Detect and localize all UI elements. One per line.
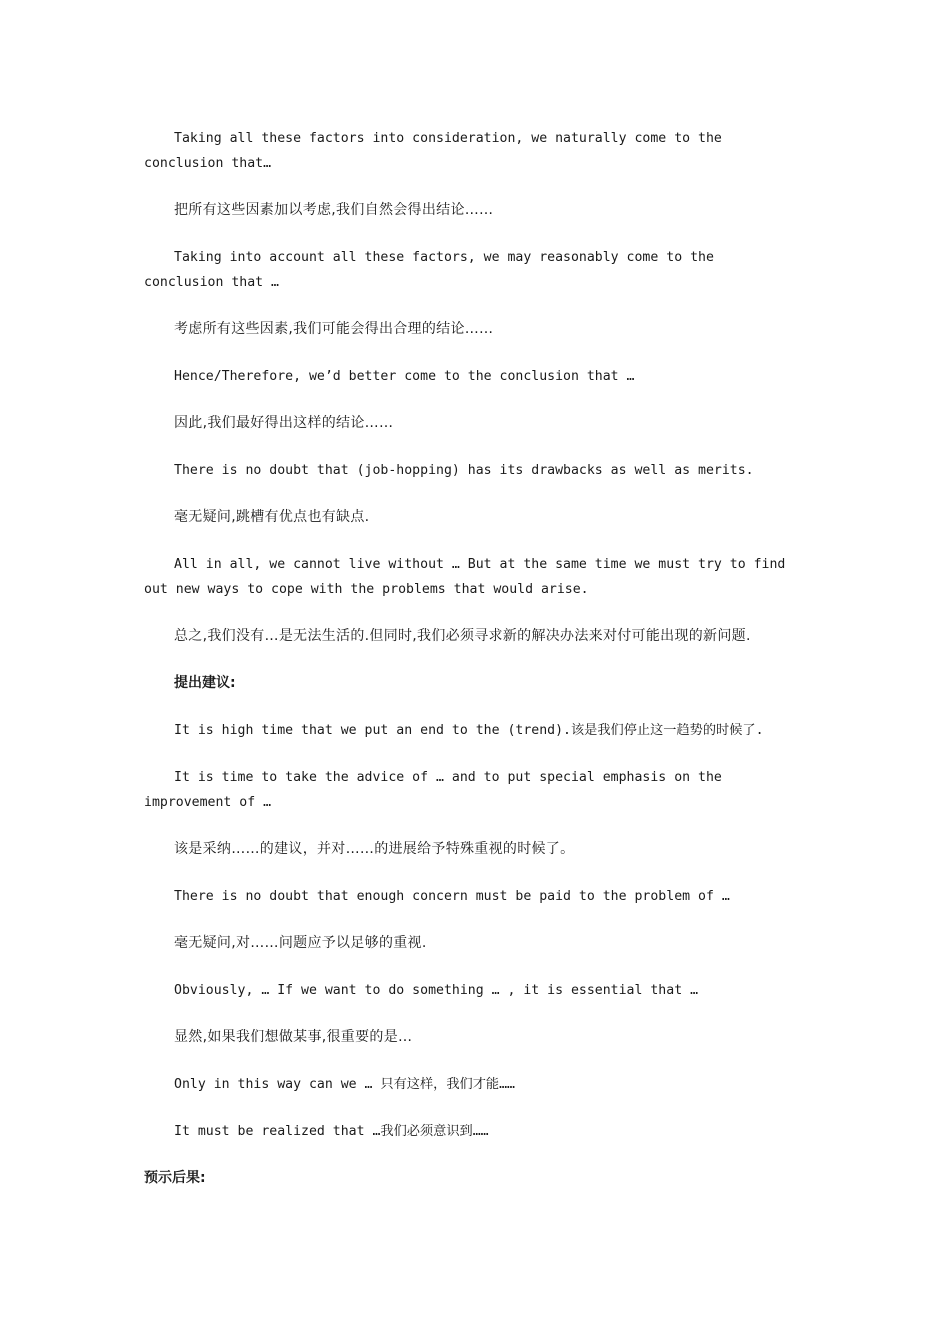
document-body (144, 126, 800, 1213)
paragraph-cn: 毫无疑问,对……问题应予以足够的重视. (174, 935, 427, 951)
paragraph-en: Obviously, … If we want to do something … , it is essential that … (174, 983, 699, 998)
paragraph-cn: 考虑所有这些因素,我们可能会得出合理的结论…… (174, 321, 494, 337)
section-heading-consequences: 预示后果: (144, 1170, 206, 1186)
paragraph-en: Only in this way can we … 只有这样，我们才能…… (174, 1077, 515, 1092)
paragraph-cn: 显然,如果我们想做某事,很重要的是… (174, 1029, 413, 1045)
paragraph-cn: 把所有这些因素加以考虑,我们自然会得出结论…… (174, 202, 494, 218)
paragraph-cn: 该是采纳……的建议，并对……的进展给予特殊重视的时候了。 (174, 841, 575, 857)
paragraph-cn: 总之,我们没有…是无法生活的.但同时,我们必须寻求新的解决办法来对付可能出现的新问题. (174, 628, 751, 644)
paragraph-cn: 毫无疑问,跳槽有优点也有缺点. (174, 509, 370, 525)
paragraph-en: There is no doubt that (job-hopping) has its drawbacks as well as merits. (174, 463, 754, 478)
paragraph-en: There is no doubt that enough concern must be paid to the problem of … (174, 889, 730, 904)
paragraph-en: It is time to take the advice of … and to put special emphasis on the improvement of … (144, 770, 722, 810)
paragraph-en: Hence/Therefore, we’d better come to the conclusion that … (174, 369, 635, 384)
paragraph-en: It is high time that we put an end to the (trend).该是我们停止这一趋势的时候了. (174, 723, 764, 738)
paragraph-en: All in all, we cannot live without … But at the same time we must try to find out new ways to cope with the problems that would arise. (144, 557, 786, 597)
paragraph-en: It must be realized that …我们必须意识到…… (174, 1124, 489, 1139)
paragraph-en: Taking all these factors into consideration, we naturally come to the conclusion that… (144, 131, 722, 171)
paragraph-en: Taking into account all these factors, we may reasonably come to the conclusion that … (144, 250, 714, 290)
section-heading-suggestions: 提出建议: (174, 675, 236, 691)
paragraph-cn: 因此,我们最好得出这样的结论…… (174, 415, 394, 431)
